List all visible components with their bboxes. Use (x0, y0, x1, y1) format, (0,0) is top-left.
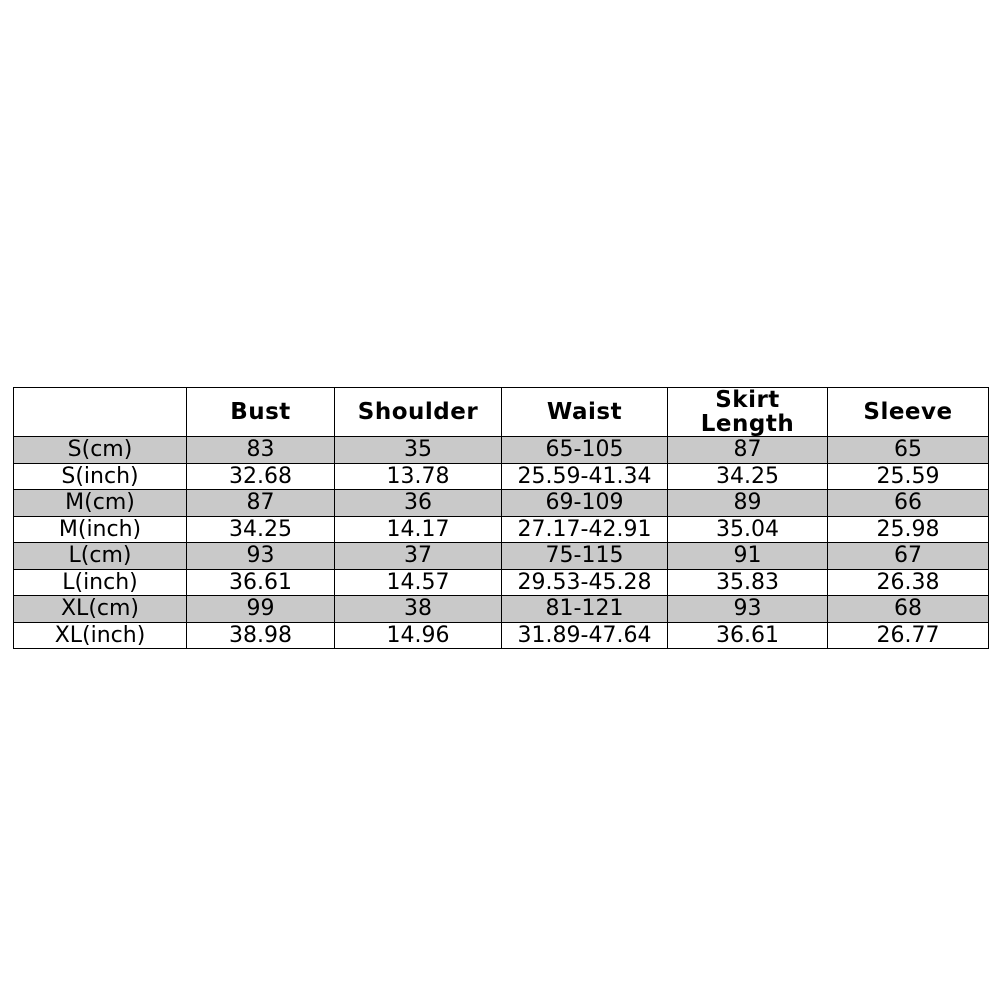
size-chart-table (13, 387, 989, 649)
table-row (14, 516, 989, 543)
cell-skirt-length: 87 (668, 437, 828, 464)
table-row (14, 543, 989, 570)
cell-shoulder: 37 (335, 543, 502, 570)
table-header-row (14, 388, 989, 437)
cell-skirt-length: 89 (668, 490, 828, 517)
column-header-waist: Waist (502, 388, 668, 437)
column-header-shoulder: Shoulder (335, 388, 502, 437)
cell-size: S(inch) (14, 463, 187, 490)
cell-sleeve: 66 (828, 490, 989, 517)
cell-size: L(cm) (14, 543, 187, 570)
cell-sleeve: 25.59 (828, 463, 989, 490)
cell-waist: 65-105 (502, 437, 668, 464)
cell-shoulder: 36 (335, 490, 502, 517)
cell-shoulder: 35 (335, 437, 502, 464)
cell-bust: 34.25 (187, 516, 335, 543)
cell-skirt-length: 36.61 (668, 622, 828, 649)
cell-size: XL(cm) (14, 596, 187, 623)
cell-shoulder: 14.57 (335, 569, 502, 596)
cell-bust: 99 (187, 596, 335, 623)
cell-waist: 29.53-45.28 (502, 569, 668, 596)
cell-skirt-length: 35.83 (668, 569, 828, 596)
cell-shoulder: 38 (335, 596, 502, 623)
cell-skirt-length: 93 (668, 596, 828, 623)
cell-sleeve: 26.77 (828, 622, 989, 649)
cell-size: L(inch) (14, 569, 187, 596)
table-row (14, 490, 989, 517)
table-row (14, 596, 989, 623)
cell-shoulder: 14.17 (335, 516, 502, 543)
cell-sleeve: 67 (828, 543, 989, 570)
cell-bust: 32.68 (187, 463, 335, 490)
cell-size: XL(inch) (14, 622, 187, 649)
cell-size: S(cm) (14, 437, 187, 464)
cell-bust: 36.61 (187, 569, 335, 596)
cell-waist: 75-115 (502, 543, 668, 570)
column-header-skirt-length: Skirt Length (668, 388, 828, 437)
cell-skirt-length: 34.25 (668, 463, 828, 490)
cell-waist: 81-121 (502, 596, 668, 623)
cell-shoulder: 13.78 (335, 463, 502, 490)
table-header (14, 388, 989, 437)
cell-size: M(inch) (14, 516, 187, 543)
table-row (14, 622, 989, 649)
cell-sleeve: 25.98 (828, 516, 989, 543)
cell-waist: 31.89-47.64 (502, 622, 668, 649)
cell-bust: 87 (187, 490, 335, 517)
column-header-sleeve: Sleeve (828, 388, 989, 437)
cell-size: M(cm) (14, 490, 187, 517)
column-header-bust: Bust (187, 388, 335, 437)
table-body (14, 437, 989, 649)
cell-sleeve: 68 (828, 596, 989, 623)
cell-waist: 25.59-41.34 (502, 463, 668, 490)
cell-waist: 69-109 (502, 490, 668, 517)
cell-bust: 83 (187, 437, 335, 464)
cell-shoulder: 14.96 (335, 622, 502, 649)
table-row (14, 463, 989, 490)
cell-sleeve: 65 (828, 437, 989, 464)
table-row (14, 569, 989, 596)
cell-skirt-length: 35.04 (668, 516, 828, 543)
cell-sleeve: 26.38 (828, 569, 989, 596)
table-row (14, 437, 989, 464)
cell-bust: 38.98 (187, 622, 335, 649)
size-chart-container (13, 387, 988, 649)
cell-bust: 93 (187, 543, 335, 570)
column-header-size (14, 388, 187, 437)
cell-skirt-length: 91 (668, 543, 828, 570)
cell-waist: 27.17-42.91 (502, 516, 668, 543)
